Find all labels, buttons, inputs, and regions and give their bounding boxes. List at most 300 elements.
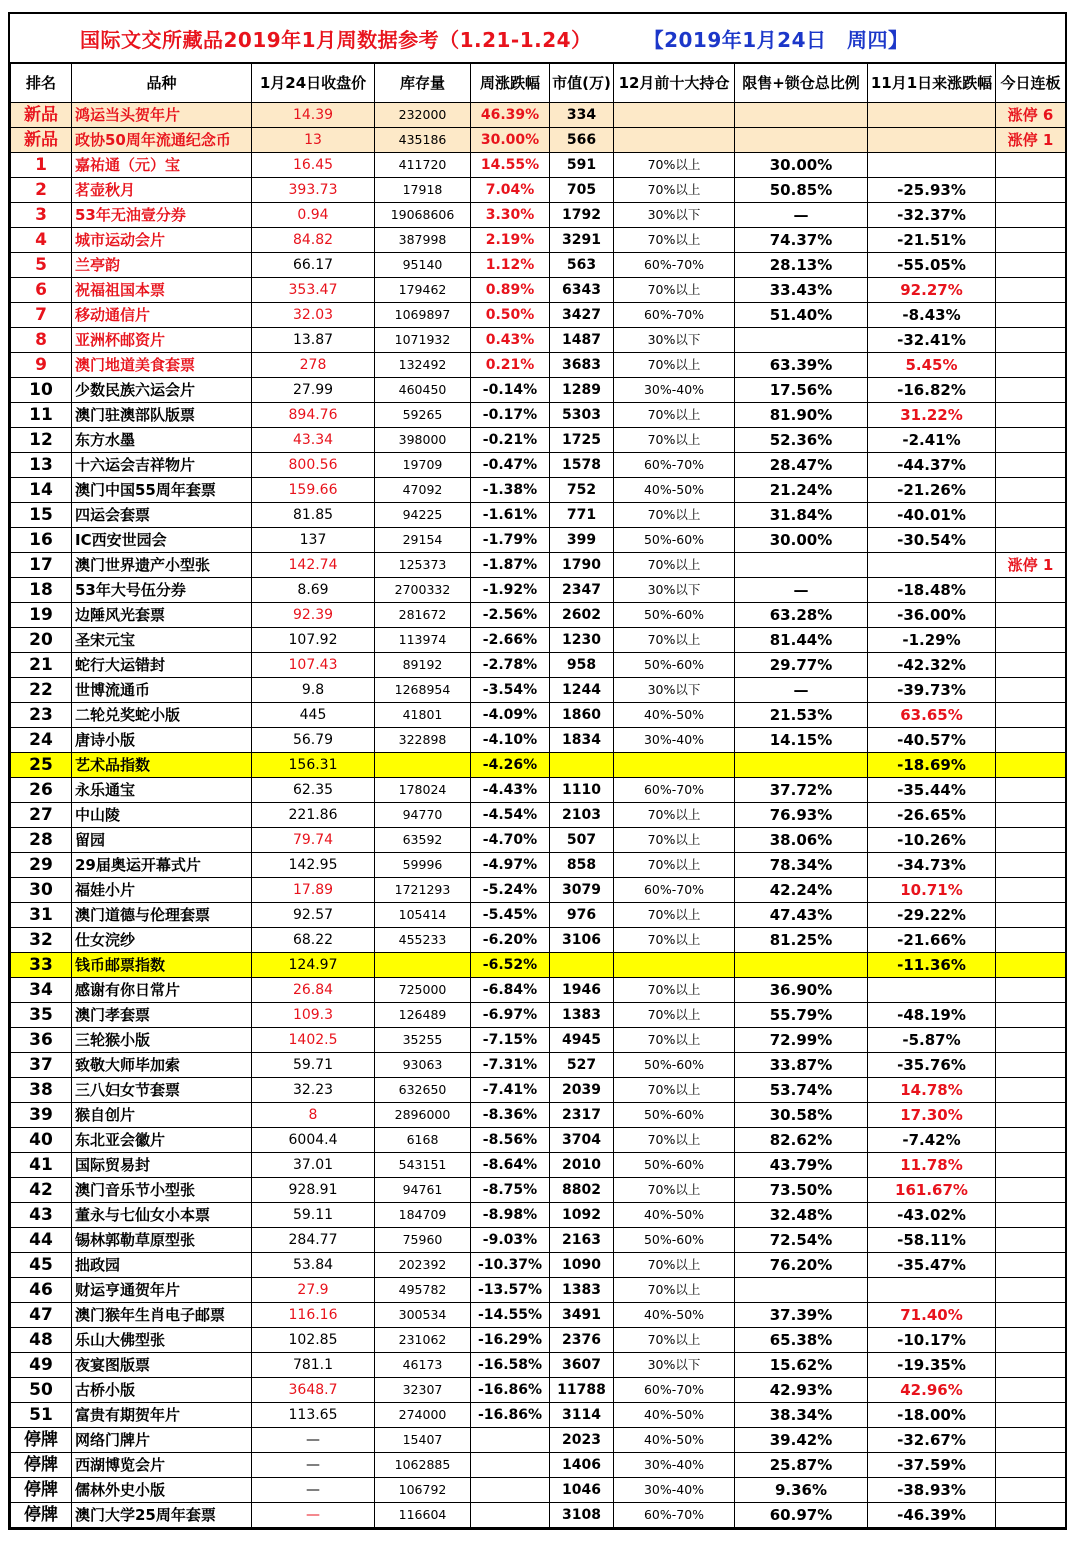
cell-stock: 178024 xyxy=(375,778,471,803)
cell-market-value: 2163 xyxy=(550,1228,614,1253)
table-row xyxy=(11,1103,1066,1128)
cell-limit-up-streak xyxy=(996,728,1066,753)
cell-close-price: 59.71 xyxy=(252,1053,375,1078)
cell-limit-up-streak xyxy=(996,428,1066,453)
cell-stock: 460450 xyxy=(375,378,471,403)
cell-top10-holding: 70%以上 xyxy=(614,178,735,203)
cell-rank: 42 xyxy=(11,1178,72,1203)
cell-market-value: 4945 xyxy=(550,1028,614,1053)
cell-stock: 95140 xyxy=(375,253,471,278)
table-row xyxy=(11,303,1066,328)
cell-rank: 26 xyxy=(11,778,72,803)
cell-weekly-change: -10.37% xyxy=(471,1253,550,1278)
table-row xyxy=(11,778,1066,803)
cell-top10-holding: 60%-70% xyxy=(614,778,735,803)
cell-close-price: 62.35 xyxy=(252,778,375,803)
cell-weekly-change: -9.03% xyxy=(471,1228,550,1253)
cell-market-value: 1578 xyxy=(550,453,614,478)
cell-stock: 387998 xyxy=(375,228,471,253)
table-row xyxy=(11,728,1066,753)
cell-limit-up-streak xyxy=(996,1378,1066,1403)
cell-top10-holding xyxy=(614,953,735,978)
cell-change-since-nov1: -32.37% xyxy=(868,203,996,228)
table-row xyxy=(11,953,1066,978)
cell-weekly-change: -6.84% xyxy=(471,978,550,1003)
table-row xyxy=(11,128,1066,153)
cell-close-price: 928.91 xyxy=(252,1178,375,1203)
cell-market-value: 3108 xyxy=(550,1503,614,1528)
cell-market-value xyxy=(550,953,614,978)
cell-weekly-change: 7.04% xyxy=(471,178,550,203)
cell-weekly-change: 2.19% xyxy=(471,228,550,253)
cell-weekly-change: -6.97% xyxy=(471,1003,550,1028)
cell-rank: 34 xyxy=(11,978,72,1003)
cell-close-price: 16.45 xyxy=(252,153,375,178)
cell-name: 财运亨通贺年片 xyxy=(72,1278,252,1303)
cell-top10-holding: 30%-40% xyxy=(614,378,735,403)
cell-limit-up-streak xyxy=(996,928,1066,953)
cell-stock: 19068606 xyxy=(375,203,471,228)
cell-name: 城市运动会片 xyxy=(72,228,252,253)
cell-change-since-nov1: -18.69% xyxy=(868,753,996,778)
cell-name: 世博流通币 xyxy=(72,678,252,703)
cell-name: 中山陵 xyxy=(72,803,252,828)
cell-close-price: 3648.7 xyxy=(252,1378,375,1403)
cell-stock: 32307 xyxy=(375,1378,471,1403)
cell-change-since-nov1 xyxy=(868,978,996,1003)
cell-market-value: 563 xyxy=(550,253,614,278)
cell-stock: 725000 xyxy=(375,978,471,1003)
cell-locked-ratio: 28.13% xyxy=(735,253,868,278)
cell-top10-holding: 70%以上 xyxy=(614,278,735,303)
cell-name: 乐山大佛型张 xyxy=(72,1328,252,1353)
cell-name: 澳门中国55周年套票 xyxy=(72,478,252,503)
cell-change-since-nov1 xyxy=(868,153,996,178)
cell-stock: 125373 xyxy=(375,553,471,578)
cell-market-value: 1383 xyxy=(550,1003,614,1028)
table-row xyxy=(11,1353,1066,1378)
cell-change-since-nov1: -48.19% xyxy=(868,1003,996,1028)
table-row xyxy=(11,103,1066,128)
report-date: 【2019年1月24日 周四】 xyxy=(643,27,909,52)
cell-market-value: 507 xyxy=(550,828,614,853)
cell-close-price: 124.97 xyxy=(252,953,375,978)
cell-locked-ratio: 25.87% xyxy=(735,1453,868,1478)
cell-close-price: 156.31 xyxy=(252,753,375,778)
cell-locked-ratio: — xyxy=(735,578,868,603)
table-row xyxy=(11,478,1066,503)
cell-locked-ratio: 53.74% xyxy=(735,1078,868,1103)
cell-market-value: 3291 xyxy=(550,228,614,253)
cell-stock: 106792 xyxy=(375,1478,471,1503)
cell-rank: 49 xyxy=(11,1353,72,1378)
cell-stock: 29154 xyxy=(375,528,471,553)
cell-rank: 45 xyxy=(11,1253,72,1278)
cell-change-since-nov1: -5.87% xyxy=(868,1028,996,1053)
header-weekly-change: 周涨跌幅 xyxy=(471,64,550,103)
cell-market-value: 3079 xyxy=(550,878,614,903)
cell-limit-up-streak xyxy=(996,653,1066,678)
cell-name: 澳门世界遗产小型张 xyxy=(72,553,252,578)
cell-close-price: 142.95 xyxy=(252,853,375,878)
cell-weekly-change: -8.56% xyxy=(471,1128,550,1153)
cell-market-value: 1725 xyxy=(550,428,614,453)
cell-locked-ratio: 78.34% xyxy=(735,853,868,878)
cell-close-price: — xyxy=(252,1503,375,1528)
cell-close-price: 353.47 xyxy=(252,278,375,303)
cell-weekly-change: -4.09% xyxy=(471,703,550,728)
cell-market-value: 2010 xyxy=(550,1153,614,1178)
cell-limit-up-streak xyxy=(996,1503,1066,1528)
cell-stock: 322898 xyxy=(375,728,471,753)
cell-rank: 19 xyxy=(11,603,72,628)
cell-stock: 113974 xyxy=(375,628,471,653)
cell-rank: 40 xyxy=(11,1128,72,1153)
cell-locked-ratio: 82.62% xyxy=(735,1128,868,1153)
cell-close-price: 17.89 xyxy=(252,878,375,903)
cell-stock: 63592 xyxy=(375,828,471,853)
table-row xyxy=(11,1328,1066,1353)
cell-rank: 12 xyxy=(11,428,72,453)
cell-close-price: 37.01 xyxy=(252,1153,375,1178)
cell-change-since-nov1: -2.41% xyxy=(868,428,996,453)
cell-close-price: 26.84 xyxy=(252,978,375,1003)
cell-rank: 7 xyxy=(11,303,72,328)
cell-limit-up-streak xyxy=(996,478,1066,503)
cell-locked-ratio: 30.00% xyxy=(735,153,868,178)
cell-name: 澳门猴年生肖电子邮票 xyxy=(72,1303,252,1328)
cell-locked-ratio: 76.93% xyxy=(735,803,868,828)
cell-change-since-nov1: -40.57% xyxy=(868,728,996,753)
cell-rank: 22 xyxy=(11,678,72,703)
cell-change-since-nov1: -26.65% xyxy=(868,803,996,828)
cell-top10-holding: 70%以上 xyxy=(614,1253,735,1278)
cell-locked-ratio: 30.58% xyxy=(735,1103,868,1128)
cell-rank: 30 xyxy=(11,878,72,903)
cell-name: 古桥小版 xyxy=(72,1378,252,1403)
cell-top10-holding: 30%-40% xyxy=(614,1478,735,1503)
cell-locked-ratio: 73.50% xyxy=(735,1178,868,1203)
cell-stock: 94770 xyxy=(375,803,471,828)
cell-limit-up-streak xyxy=(996,1103,1066,1128)
cell-market-value: 1046 xyxy=(550,1478,614,1503)
cell-stock: 116604 xyxy=(375,1503,471,1528)
cell-name: 53年大号伍分券 xyxy=(72,578,252,603)
cell-close-price: 56.79 xyxy=(252,728,375,753)
cell-locked-ratio xyxy=(735,103,868,128)
cell-limit-up-streak xyxy=(996,903,1066,928)
cell-weekly-change: -3.54% xyxy=(471,678,550,703)
cell-weekly-change: -1.92% xyxy=(471,578,550,603)
cell-change-since-nov1: -42.32% xyxy=(868,653,996,678)
cell-close-price: 800.56 xyxy=(252,453,375,478)
cell-stock: 2896000 xyxy=(375,1103,471,1128)
cell-stock: 46173 xyxy=(375,1353,471,1378)
cell-change-since-nov1: -1.29% xyxy=(868,628,996,653)
cell-change-since-nov1: -21.26% xyxy=(868,478,996,503)
cell-top10-holding: 70%以上 xyxy=(614,803,735,828)
cell-close-price: 32.03 xyxy=(252,303,375,328)
cell-name: 富贵有期贺年片 xyxy=(72,1403,252,1428)
cell-weekly-change: 3.30% xyxy=(471,203,550,228)
cell-rank: 15 xyxy=(11,503,72,528)
cell-name: 猴自创片 xyxy=(72,1103,252,1128)
report-title: 国际文交所藏品2019年1月周数据参考（1.21-1.24） xyxy=(80,27,592,52)
cell-stock: 17918 xyxy=(375,178,471,203)
cell-top10-holding: 70%以上 xyxy=(614,928,735,953)
cell-limit-up-streak xyxy=(996,153,1066,178)
cell-rank: 11 xyxy=(11,403,72,428)
cell-locked-ratio: 63.39% xyxy=(735,353,868,378)
cell-change-since-nov1: 10.71% xyxy=(868,878,996,903)
cell-top10-holding: 50%-60% xyxy=(614,603,735,628)
cell-top10-holding: 60%-70% xyxy=(614,453,735,478)
cell-limit-up-streak xyxy=(996,1128,1066,1153)
cell-limit-up-streak xyxy=(996,378,1066,403)
cell-close-price: 92.39 xyxy=(252,603,375,628)
cell-market-value: 527 xyxy=(550,1053,614,1078)
cell-market-value: 1090 xyxy=(550,1253,614,1278)
cell-stock: 1062885 xyxy=(375,1453,471,1478)
cell-rank: 20 xyxy=(11,628,72,653)
cell-limit-up-streak xyxy=(996,1228,1066,1253)
cell-weekly-change: -6.20% xyxy=(471,928,550,953)
cell-change-since-nov1: -32.41% xyxy=(868,328,996,353)
cell-locked-ratio: 21.53% xyxy=(735,703,868,728)
table-row xyxy=(11,528,1066,553)
cell-market-value: 591 xyxy=(550,153,614,178)
cell-weekly-change: -4.54% xyxy=(471,803,550,828)
cell-close-price: 84.82 xyxy=(252,228,375,253)
cell-rank: 9 xyxy=(11,353,72,378)
cell-locked-ratio: 51.40% xyxy=(735,303,868,328)
cell-rank: 32 xyxy=(11,928,72,953)
cell-name: 东北亚会徽片 xyxy=(72,1128,252,1153)
cell-limit-up-streak xyxy=(996,503,1066,528)
cell-weekly-change: -4.70% xyxy=(471,828,550,853)
cell-change-since-nov1: -7.42% xyxy=(868,1128,996,1153)
cell-change-since-nov1: -21.66% xyxy=(868,928,996,953)
cell-top10-holding: 70%以上 xyxy=(614,828,735,853)
cell-top10-holding: 50%-60% xyxy=(614,1228,735,1253)
cell-weekly-change xyxy=(471,1453,550,1478)
cell-stock: 94225 xyxy=(375,503,471,528)
table-row xyxy=(11,403,1066,428)
cell-limit-up-streak xyxy=(996,1028,1066,1053)
cell-market-value: 3114 xyxy=(550,1403,614,1428)
cell-limit-up-streak xyxy=(996,1353,1066,1378)
cell-stock: 184709 xyxy=(375,1203,471,1228)
cell-stock: 15407 xyxy=(375,1428,471,1453)
cell-stock: 94761 xyxy=(375,1178,471,1203)
cell-stock: 411720 xyxy=(375,153,471,178)
cell-name: 拙政园 xyxy=(72,1253,252,1278)
cell-close-price: 14.39 xyxy=(252,103,375,128)
cell-change-since-nov1: -16.82% xyxy=(868,378,996,403)
cell-market-value: 3427 xyxy=(550,303,614,328)
cell-market-value: 6343 xyxy=(550,278,614,303)
cell-top10-holding: 70%以上 xyxy=(614,553,735,578)
cell-name: 儒林外史小版 xyxy=(72,1478,252,1503)
cell-locked-ratio: 76.20% xyxy=(735,1253,868,1278)
cell-name: 十六运会吉祥物片 xyxy=(72,453,252,478)
cell-limit-up-streak xyxy=(996,1203,1066,1228)
cell-limit-up-streak xyxy=(996,1478,1066,1503)
cell-close-price: 13.87 xyxy=(252,328,375,353)
cell-name: IC西安世园会 xyxy=(72,528,252,553)
cell-rank: 50 xyxy=(11,1378,72,1403)
cell-market-value: 752 xyxy=(550,478,614,503)
table-row xyxy=(11,1203,1066,1228)
cell-name: 亚洲杯邮资片 xyxy=(72,328,252,353)
cell-limit-up-streak xyxy=(996,953,1066,978)
cell-close-price: 0.94 xyxy=(252,203,375,228)
table-row xyxy=(11,1278,1066,1303)
cell-rank: 23 xyxy=(11,703,72,728)
cell-close-price: 116.16 xyxy=(252,1303,375,1328)
cell-market-value: 1946 xyxy=(550,978,614,1003)
cell-rank: 3 xyxy=(11,203,72,228)
cell-market-value: 1383 xyxy=(550,1278,614,1303)
cell-rank: 27 xyxy=(11,803,72,828)
table-row xyxy=(11,253,1066,278)
table-row xyxy=(11,1053,1066,1078)
cell-locked-ratio: 30.00% xyxy=(735,528,868,553)
cell-stock: 89192 xyxy=(375,653,471,678)
cell-stock: 495782 xyxy=(375,1278,471,1303)
table-row xyxy=(11,903,1066,928)
cell-limit-up-streak xyxy=(996,578,1066,603)
table-row xyxy=(11,978,1066,1003)
cell-stock: 35255 xyxy=(375,1028,471,1053)
cell-close-price: 43.34 xyxy=(252,428,375,453)
cell-rank: 24 xyxy=(11,728,72,753)
cell-top10-holding: 70%以上 xyxy=(614,978,735,1003)
cell-limit-up-streak xyxy=(996,828,1066,853)
cell-top10-holding: 70%以上 xyxy=(614,403,735,428)
cell-weekly-change: -2.66% xyxy=(471,628,550,653)
table-row xyxy=(11,653,1066,678)
cell-close-price: 6004.4 xyxy=(252,1128,375,1153)
cell-weekly-change xyxy=(471,1503,550,1528)
cell-close-price: — xyxy=(252,1478,375,1503)
header-rank: 排名 xyxy=(11,64,72,103)
cell-change-since-nov1: -30.54% xyxy=(868,528,996,553)
cell-rank: 停牌 xyxy=(11,1428,72,1453)
cell-market-value: 2023 xyxy=(550,1428,614,1453)
cell-stock: 231062 xyxy=(375,1328,471,1353)
cell-market-value: 2039 xyxy=(550,1078,614,1103)
cell-rank: 37 xyxy=(11,1053,72,1078)
cell-market-value: 1790 xyxy=(550,553,614,578)
cell-limit-up-streak xyxy=(996,1303,1066,1328)
cell-weekly-change: -16.29% xyxy=(471,1328,550,1353)
cell-limit-up-streak xyxy=(996,603,1066,628)
cell-locked-ratio: 52.36% xyxy=(735,428,868,453)
cell-rank: 33 xyxy=(11,953,72,978)
cell-name: 董永与七仙女小本票 xyxy=(72,1203,252,1228)
cell-change-since-nov1: -46.39% xyxy=(868,1503,996,1528)
cell-weekly-change: -16.58% xyxy=(471,1353,550,1378)
cell-change-since-nov1: 31.22% xyxy=(868,403,996,428)
cell-stock: 41801 xyxy=(375,703,471,728)
cell-stock: 1721293 xyxy=(375,878,471,903)
cell-rank: 18 xyxy=(11,578,72,603)
cell-market-value: 976 xyxy=(550,903,614,928)
cell-stock xyxy=(375,953,471,978)
cell-name: 圣宋元宝 xyxy=(72,628,252,653)
cell-name: 少数民族六运会片 xyxy=(72,378,252,403)
cell-limit-up-streak xyxy=(996,1003,1066,1028)
cell-name: 鸿运当头贺年片 xyxy=(72,103,252,128)
cell-market-value: 5303 xyxy=(550,403,614,428)
cell-locked-ratio: 81.44% xyxy=(735,628,868,653)
cell-weekly-change: -7.31% xyxy=(471,1053,550,1078)
cell-locked-ratio: 72.54% xyxy=(735,1228,868,1253)
cell-weekly-change: -2.78% xyxy=(471,653,550,678)
header-close-price: 1月24日收盘价 xyxy=(252,64,375,103)
table-row xyxy=(11,1403,1066,1428)
cell-weekly-change: -8.98% xyxy=(471,1203,550,1228)
cell-weekly-change: 1.12% xyxy=(471,253,550,278)
cell-close-price: 445 xyxy=(252,703,375,728)
cell-rank: 停牌 xyxy=(11,1478,72,1503)
cell-name: 边陲风光套票 xyxy=(72,603,252,628)
cell-change-since-nov1: -29.22% xyxy=(868,903,996,928)
cell-top10-holding: 70%以上 xyxy=(614,1003,735,1028)
cell-stock: 232000 xyxy=(375,103,471,128)
cell-change-since-nov1: -35.44% xyxy=(868,778,996,803)
cell-stock: 455233 xyxy=(375,928,471,953)
cell-name: 三八妇女节套票 xyxy=(72,1078,252,1103)
cell-stock: 126489 xyxy=(375,1003,471,1028)
cell-stock: 281672 xyxy=(375,603,471,628)
cell-locked-ratio: 43.79% xyxy=(735,1153,868,1178)
header-locked-ratio: 限售+锁仓总比例 xyxy=(735,64,868,103)
cell-market-value: 3704 xyxy=(550,1128,614,1153)
cell-stock: 59265 xyxy=(375,403,471,428)
cell-name: 夜宴图版票 xyxy=(72,1353,252,1378)
cell-top10-holding: 70%以上 xyxy=(614,353,735,378)
cell-limit-up-streak xyxy=(996,353,1066,378)
cell-rank: 13 xyxy=(11,453,72,478)
cell-locked-ratio xyxy=(735,128,868,153)
cell-market-value: 1406 xyxy=(550,1453,614,1478)
cell-stock xyxy=(375,753,471,778)
cell-name: 网络门牌片 xyxy=(72,1428,252,1453)
cell-limit-up-streak xyxy=(996,1078,1066,1103)
cell-top10-holding: 70%以上 xyxy=(614,1028,735,1053)
cell-locked-ratio: 50.85% xyxy=(735,178,868,203)
cell-stock: 179462 xyxy=(375,278,471,303)
cell-change-since-nov1: -44.37% xyxy=(868,453,996,478)
table-row xyxy=(11,203,1066,228)
cell-name: 蛇行大运错封 xyxy=(72,653,252,678)
cell-top10-holding: 60%-70% xyxy=(614,253,735,278)
header-top10-holding: 12月前十大持仓 xyxy=(614,64,735,103)
cell-close-price: 102.85 xyxy=(252,1328,375,1353)
cell-change-since-nov1: 92.27% xyxy=(868,278,996,303)
cell-close-price: — xyxy=(252,1428,375,1453)
cell-name: 东方水墨 xyxy=(72,428,252,453)
cell-top10-holding: 40%-50% xyxy=(614,1203,735,1228)
cell-market-value: 1792 xyxy=(550,203,614,228)
cell-weekly-change: -8.75% xyxy=(471,1178,550,1203)
cell-locked-ratio: 72.99% xyxy=(735,1028,868,1053)
cell-change-since-nov1: 42.96% xyxy=(868,1378,996,1403)
cell-top10-holding xyxy=(614,128,735,153)
cell-weekly-change xyxy=(471,1428,550,1453)
